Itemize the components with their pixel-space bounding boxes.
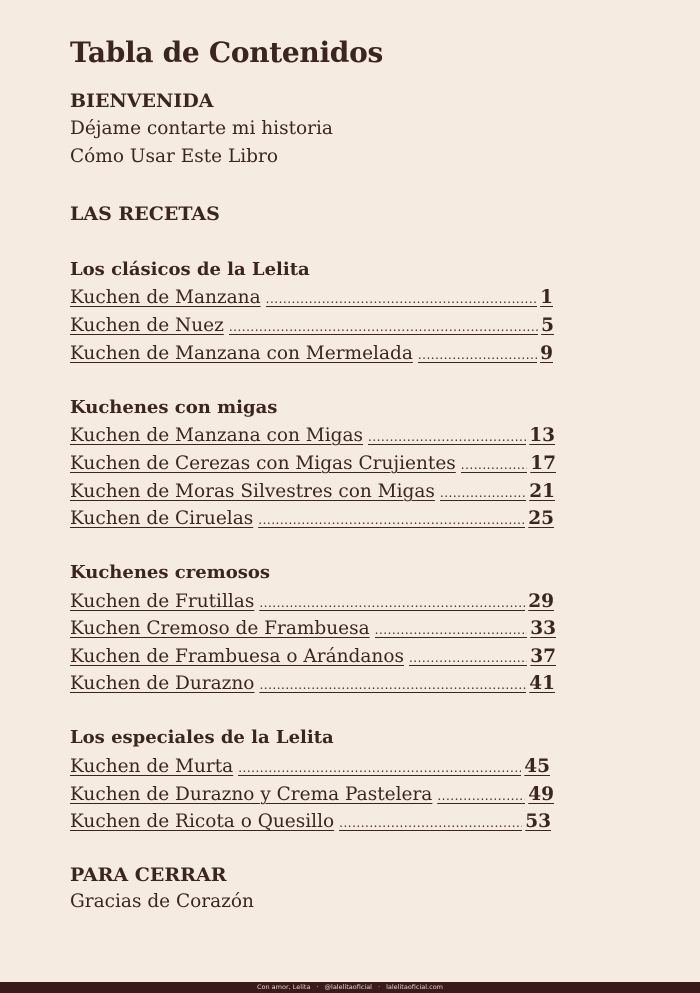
section-heading-cerrar: PARA CERRAR: [70, 864, 227, 886]
page-title: Tabla de Contenidos: [70, 36, 383, 69]
dot-leader: [409, 646, 527, 669]
toc-entry-page: 5: [541, 315, 554, 336]
toc-entry-title: Kuchen de Murta: [70, 756, 234, 777]
toc-entry-title: Kuchen de Frambuesa o Arándanos: [70, 646, 404, 667]
footer-separator: ·: [316, 983, 319, 991]
dot-leader: [375, 618, 528, 641]
toc-entry[interactable]: [70, 672, 555, 696]
toc-entry-page: 17: [530, 453, 556, 474]
toc-entry[interactable]: [70, 810, 551, 834]
toc-entry-title: Kuchen de Durazno: [70, 673, 255, 694]
toc-entry[interactable]: [70, 424, 555, 448]
toc-entry[interactable]: [70, 617, 556, 641]
toc-entry-page: 25: [528, 508, 554, 529]
toc-entry-title: Kuchen Cremoso de Frambuesa: [70, 618, 370, 639]
toc-entry[interactable]: [70, 590, 554, 614]
toc-entry-page: 13: [529, 425, 555, 446]
dot-leader: [418, 343, 537, 366]
group-heading-migas: Kuchenes con migas: [70, 397, 278, 418]
toc-item-historia[interactable]: Déjame contarte mi historia: [70, 118, 333, 139]
toc-entry-title: Kuchen de Manzana: [70, 287, 261, 308]
toc-entry-title: Kuchen de Ricota o Quesillo: [70, 811, 335, 832]
toc-entry[interactable]: [70, 342, 553, 366]
toc-entry[interactable]: [70, 314, 554, 338]
group-heading-clasicos: Los clásicos de la Lelita: [70, 259, 310, 280]
toc-item-gracias[interactable]: Gracias de Corazón: [70, 891, 254, 912]
section-heading-bienvenida: BIENVENIDA: [70, 90, 214, 112]
toc-entry-page: 53: [525, 811, 551, 832]
toc-entry-title: Kuchen de Frutillas: [70, 591, 255, 612]
dot-leader: [259, 673, 526, 696]
toc-entry-page: 37: [530, 646, 556, 667]
dot-leader: [339, 811, 522, 834]
dot-leader: [461, 453, 527, 476]
toc-item-como-usar[interactable]: Cómo Usar Este Libro: [70, 146, 278, 167]
group-heading-especiales: Los especiales de la Lelita: [70, 727, 334, 748]
toc-entry-title: Kuchen de Moras Silvestres con Migas: [70, 481, 435, 502]
toc-entry-title: Kuchen de Manzana con Mermelada: [70, 343, 413, 364]
toc-entry-title: Kuchen de Manzana con Migas: [70, 425, 364, 446]
toc-entry[interactable]: [70, 507, 554, 531]
toc-entry[interactable]: [70, 755, 550, 779]
toc-entry-title: Kuchen de Cerezas con Migas Crujientes: [70, 453, 456, 474]
toc-entry-page: 41: [529, 673, 555, 694]
toc-entry-page: 49: [528, 784, 554, 805]
section-heading-recetas: LAS RECETAS: [70, 203, 220, 225]
toc-entry-page: 33: [530, 618, 556, 639]
toc-entry-title: Kuchen de Nuez: [70, 315, 224, 336]
toc-entry-title: Kuchen de Durazno y Crema Pastelera: [70, 784, 433, 805]
toc-entry-title: Kuchen de Ciruelas: [70, 508, 254, 529]
toc-entry[interactable]: [70, 645, 556, 669]
toc-entry[interactable]: [70, 783, 554, 807]
toc-entry-page: 45: [524, 756, 550, 777]
dot-leader: [229, 315, 538, 338]
toc-entry-page: 9: [540, 343, 553, 364]
dot-leader: [258, 508, 525, 531]
dot-leader: [440, 481, 526, 504]
dot-leader: [437, 784, 525, 807]
dot-leader: [259, 591, 525, 614]
toc-entry[interactable]: [70, 452, 556, 476]
toc-entry-page: 21: [529, 481, 555, 502]
group-heading-cremosos: Kuchenes cremosos: [70, 562, 270, 583]
dot-leader: [266, 287, 537, 310]
toc-entry-page: 1: [540, 287, 553, 308]
toc-entry-page: 29: [528, 591, 554, 612]
dot-leader: [238, 756, 521, 779]
dot-leader: [368, 425, 526, 448]
footer-handle[interactable]: @lalelitaoficial: [324, 983, 372, 991]
footer-website[interactable]: lalelitaoficial.com: [386, 983, 444, 991]
toc-entry[interactable]: [70, 286, 553, 310]
footer-separator: ·: [378, 983, 381, 991]
toc-entry[interactable]: [70, 480, 555, 504]
footer-bar: [0, 982, 700, 993]
footer-signature: Con amor, Lelita: [256, 983, 311, 991]
